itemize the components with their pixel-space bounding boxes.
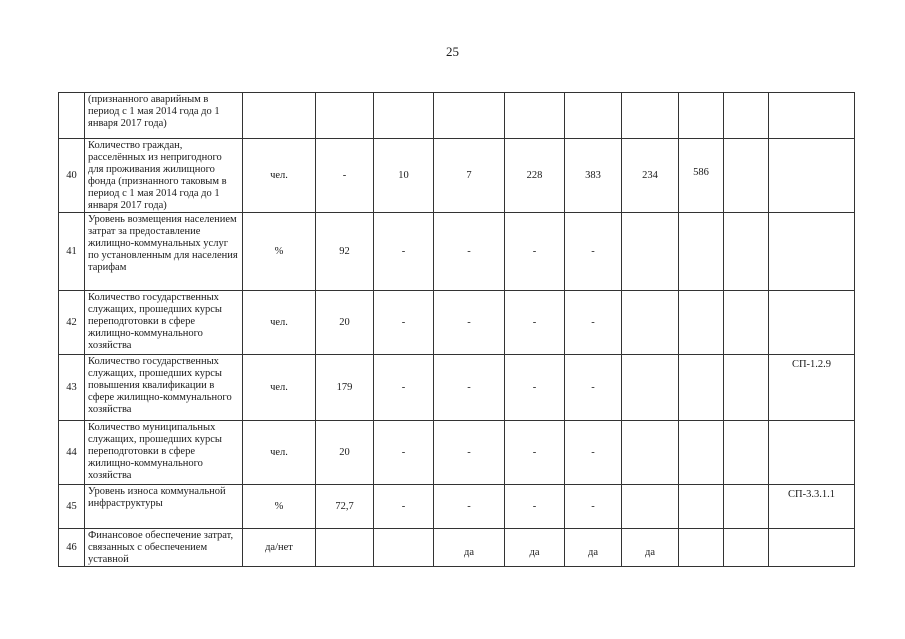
- program-code-cell: [769, 93, 855, 139]
- value-cell: [622, 421, 679, 485]
- program-code-cell: [769, 421, 855, 485]
- value-cell: [505, 93, 565, 139]
- value-cell: [724, 291, 769, 355]
- value-cell: [679, 213, 724, 291]
- indicator-name: Количество государственных служащих, прошедших курсы повышения квалификации в сфере жилищно-коммунального хозяйства: [85, 355, 243, 421]
- value-cell: -: [434, 291, 505, 355]
- value-cell: 7: [434, 139, 505, 213]
- value-cell: [724, 355, 769, 421]
- table-body: [59, 93, 855, 567]
- value-cell: -: [374, 355, 434, 421]
- row-number: 41: [59, 213, 85, 291]
- value-cell: 228: [505, 139, 565, 213]
- value-cell: да: [505, 529, 565, 567]
- value-cell: -: [434, 421, 505, 485]
- row-number: 44: [59, 421, 85, 485]
- unit-cell: %: [243, 485, 316, 529]
- value-cell: 20: [316, 291, 374, 355]
- value-cell: [316, 529, 374, 567]
- value-cell: -: [505, 291, 565, 355]
- indicator-name: Количество граждан, расселённых из непригодного для проживания жилищного фонда (признанного таковым в период с 1 мая 2014 года до 1 января 2017 года): [85, 139, 243, 213]
- value-cell: [622, 213, 679, 291]
- indicator-name: (признанного аварийным в период с 1 мая 2014 года до 1 января 2017 года): [85, 93, 243, 139]
- table-row: [59, 529, 855, 567]
- value-cell: [434, 93, 505, 139]
- unit-cell: [243, 93, 316, 139]
- value-cell: -: [565, 485, 622, 529]
- value-cell: -: [374, 291, 434, 355]
- value-cell: -: [374, 213, 434, 291]
- value-cell: [724, 421, 769, 485]
- value-cell: да: [565, 529, 622, 567]
- value-cell: -: [434, 485, 505, 529]
- row-number: [59, 93, 85, 139]
- indicator-name: Количество муниципальных служащих, прошедших курсы переподготовки в сфере жилищно-коммунального хозяйства: [85, 421, 243, 485]
- value-cell: [679, 93, 724, 139]
- page-number: 25: [446, 44, 459, 59]
- value-cell: -: [505, 485, 565, 529]
- value-cell: -: [505, 421, 565, 485]
- value-cell: [724, 529, 769, 567]
- program-code-cell: СП-1.2.9: [769, 355, 855, 421]
- indicators-table: [58, 92, 855, 567]
- value-cell: -: [374, 485, 434, 529]
- value-cell: -: [565, 421, 622, 485]
- row-number: 43: [59, 355, 85, 421]
- program-code-cell: [769, 213, 855, 291]
- value-cell: [374, 529, 434, 567]
- value-cell: [679, 421, 724, 485]
- value-cell: 383: [565, 139, 622, 213]
- program-code-cell: [769, 291, 855, 355]
- value-cell: [622, 485, 679, 529]
- table-row: [59, 291, 855, 355]
- value-cell: [679, 355, 724, 421]
- unit-cell: чел.: [243, 421, 316, 485]
- table-row: [59, 421, 855, 485]
- value-cell: -: [565, 355, 622, 421]
- indicator-name: Уровень возмещения населением затрат за предоставление жилищно-коммунальных услуг по установленным для населения тарифам: [85, 213, 243, 291]
- unit-cell: да/нет: [243, 529, 316, 567]
- unit-cell: чел.: [243, 291, 316, 355]
- value-cell: 179: [316, 355, 374, 421]
- value-cell: [724, 213, 769, 291]
- row-number: 46: [59, 529, 85, 567]
- value-cell: [622, 93, 679, 139]
- value-cell: -: [505, 213, 565, 291]
- value-cell: [679, 291, 724, 355]
- value-cell: -: [565, 291, 622, 355]
- value-cell: -: [374, 421, 434, 485]
- value-cell: -: [316, 139, 374, 213]
- value-cell: -: [434, 355, 505, 421]
- value-cell: -: [505, 355, 565, 421]
- value-cell: да: [622, 529, 679, 567]
- value-cell: -: [434, 213, 505, 291]
- unit-cell: %: [243, 213, 316, 291]
- value-cell: 72,7: [316, 485, 374, 529]
- value-cell: [316, 93, 374, 139]
- value-cell: [724, 139, 769, 213]
- unit-cell: чел.: [243, 355, 316, 421]
- unit-cell: чел.: [243, 139, 316, 213]
- value-cell: да: [434, 529, 505, 567]
- table-row: [59, 93, 855, 139]
- program-code-cell: СП-3.3.1.1: [769, 485, 855, 529]
- value-cell: [622, 355, 679, 421]
- value-cell: -: [565, 213, 622, 291]
- row-number: 40: [59, 139, 85, 213]
- indicator-name: Количество государственных служащих, прошедших курсы переподготовки в сфере жилищно-коммунального хозяйства: [85, 291, 243, 355]
- row-number: 42: [59, 291, 85, 355]
- value-cell: 92: [316, 213, 374, 291]
- table-row: [59, 355, 855, 421]
- value-cell: [679, 485, 724, 529]
- value-cell: [724, 485, 769, 529]
- table-row: [59, 213, 855, 291]
- value-cell: [679, 529, 724, 567]
- row-number: 45: [59, 485, 85, 529]
- value-cell: 586: [679, 139, 724, 213]
- value-cell: 10: [374, 139, 434, 213]
- program-code-cell: [769, 139, 855, 213]
- value-cell: [724, 93, 769, 139]
- program-code-cell: [769, 529, 855, 567]
- table-row: [59, 485, 855, 529]
- value-cell: [565, 93, 622, 139]
- indicator-name: Уровень износа коммунальной инфраструктуры: [85, 485, 243, 529]
- value-cell: 234: [622, 139, 679, 213]
- table-row: [59, 139, 855, 213]
- value-cell: [622, 291, 679, 355]
- indicator-name: Финансовое обеспечение затрат, связанных с обеспечением уставной: [85, 529, 243, 567]
- value-cell: [374, 93, 434, 139]
- value-cell: 20: [316, 421, 374, 485]
